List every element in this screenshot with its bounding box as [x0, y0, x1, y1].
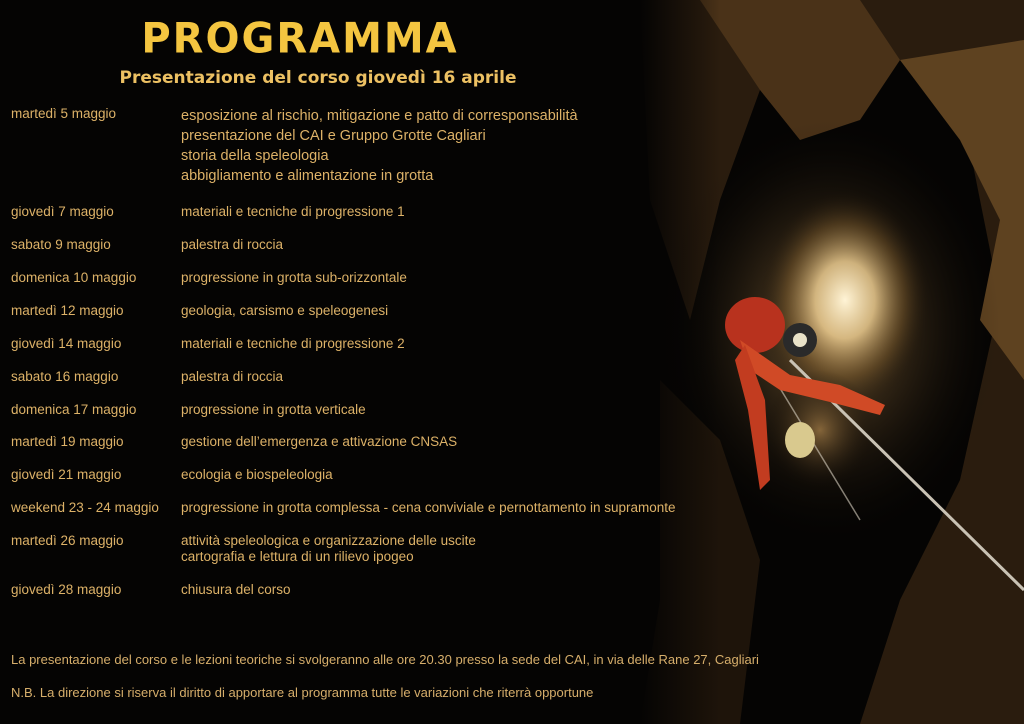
schedule-topic: ecologia e biospeleologia: [181, 467, 333, 482]
schedule-topic: attività speleologica e organizzazione delle uscite: [181, 533, 476, 548]
schedule-topics: [181, 106, 578, 186]
schedule-topic: cartografia e lettura di un rilievo ipogeo: [181, 549, 414, 564]
disclaimer-note: N.B. La direzione si riserva il diritto di apportare al programma tutte le variazioni che riterrà opportune: [11, 685, 594, 700]
schedule-date: giovedì 28 maggio: [11, 582, 122, 597]
schedule-topic: progressione in grotta verticale: [181, 402, 366, 417]
schedule-topic: palestra di roccia: [181, 237, 284, 252]
schedule-topic: geologia, carsismo e speleogenesi: [181, 303, 389, 318]
schedule-date: martedì 19 maggio: [11, 434, 124, 449]
presentation-date-subtitle: Presentazione del corso giovedì 16 aprile: [119, 68, 517, 88]
schedule-topic: materiali e tecniche di progressione 2: [181, 336, 405, 351]
schedule-topic: chiusura del corso: [181, 582, 291, 597]
schedule-date: giovedì 21 maggio: [11, 467, 122, 482]
page-title: PROGRAMMA: [141, 14, 459, 64]
schedule-topic: esposizione al rischio, mitigazione e patto di corresponsabilità: [181, 108, 578, 124]
schedule-date: domenica 10 maggio: [11, 270, 137, 285]
schedule-date: martedì 12 maggio: [11, 303, 124, 318]
schedule-topic: progressione in grotta sub-orizzontale: [181, 270, 407, 285]
schedule-date: giovedì 14 maggio: [11, 336, 122, 351]
schedule-date: giovedì 7 maggio: [11, 204, 114, 219]
schedule-topic: abbigliamento e alimentazione in grotta: [181, 168, 434, 184]
schedule-topic: palestra di roccia: [181, 369, 284, 384]
schedule-topic: presentazione del CAI e Gruppo Grotte Cagliari: [181, 128, 486, 144]
schedule-topic: storia della speleologia: [181, 148, 329, 164]
schedule-date: weekend 23 - 24 maggio: [11, 500, 159, 515]
location-note: La presentazione del corso e le lezioni teoriche si svolgeranno alle ore 20.30 presso la sede del CAI, in via delle Rane 27, Cagliari: [11, 652, 759, 667]
schedule-date: sabato 9 maggio: [11, 237, 111, 252]
schedule-topic: progressione in grotta complessa - cena conviviale e pernottamento in supramonte: [181, 500, 676, 515]
schedule-topic: materiali e tecniche di progressione 1: [181, 204, 405, 219]
schedule-date: martedì 5 maggio: [11, 106, 117, 121]
schedule-date: martedì 26 maggio: [11, 533, 124, 548]
schedule-topic: gestione dell’emergenza e attivazione CNSAS: [181, 434, 458, 449]
schedule-date: domenica 17 maggio: [11, 402, 137, 417]
schedule-date: sabato 16 maggio: [11, 369, 119, 384]
